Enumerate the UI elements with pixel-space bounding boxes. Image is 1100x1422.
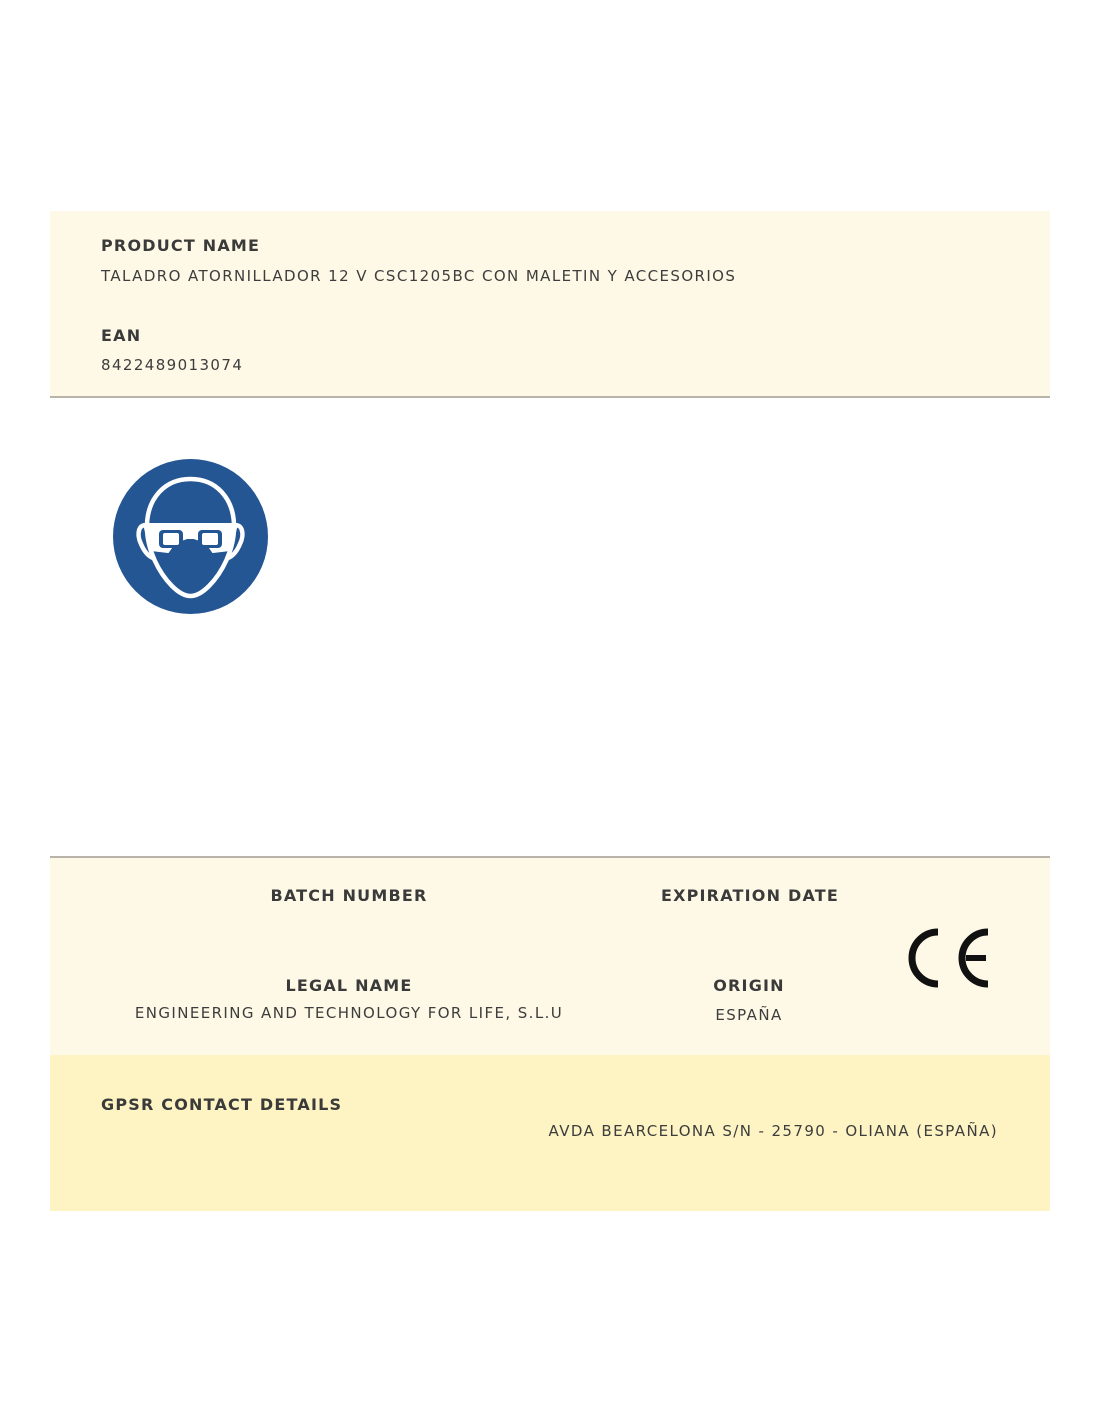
origin-label: ORIGIN (713, 976, 785, 995)
gpsr-address-value: AVDA BEARCELONA S/N - 25790 - OLIANA (ESPAÑA) (548, 1122, 998, 1140)
product-name-label: PRODUCT NAME (101, 236, 261, 255)
product-info-panel (50, 211, 1050, 398)
expiration-date-label: EXPIRATION DATE (660, 886, 840, 905)
product-name-value: TALADRO ATORNILLADOR 12 V CSC1205BC CON MALETIN Y ACCESORIOS (101, 267, 737, 285)
batch-number-label: BATCH NUMBER (270, 886, 428, 905)
gpsr-contact-label: GPSR CONTACT DETAILS (101, 1095, 343, 1114)
legal-name-value: ENGINEERING AND TECHNOLOGY FOR LIFE, S.L.U (134, 1004, 564, 1022)
compliance-details-panel (50, 856, 1050, 1057)
eye-protection-icon (112, 458, 269, 615)
ce-mark-icon (908, 928, 992, 988)
gpsr-contact-panel (50, 1055, 1050, 1211)
ean-label: EAN (101, 326, 142, 345)
origin-value: ESPAÑA (715, 1006, 783, 1024)
ean-value: 8422489013074 (101, 356, 244, 374)
legal-name-label: LEGAL NAME (285, 976, 413, 995)
